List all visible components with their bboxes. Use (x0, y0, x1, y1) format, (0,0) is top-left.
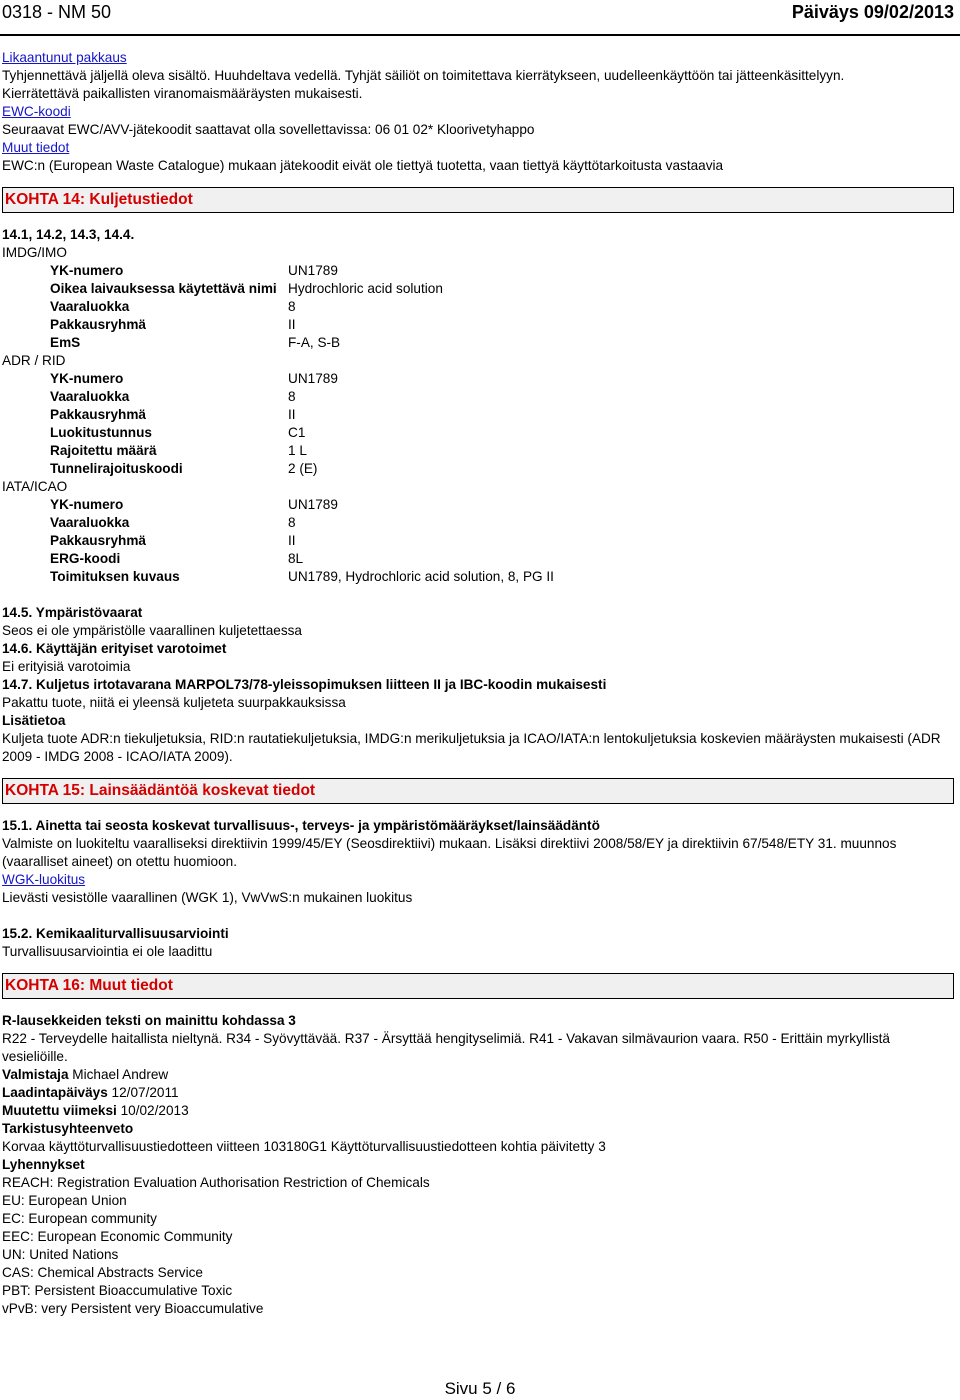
subsection-heading-14-1-4: 14.1, 14.2, 14.3, 14.4. (2, 227, 135, 242)
r-phrases-heading: R-lausekkeiden teksti on mainittu kohdassa 3 (2, 1013, 296, 1028)
prepared-label: Laadintapäiväys (2, 1085, 108, 1100)
imdg-table (50, 262, 954, 352)
heading-14-6: 14.6. Käyttäjän erityiset varotoimet (2, 641, 227, 656)
author-label: Valmistaja (2, 1067, 69, 1082)
page-number: Sivu 5 / 6 (444, 1379, 516, 1398)
abbreviation-item: EC: European community (2, 1211, 157, 1226)
review-label: Tarkistusyhteenveto (2, 1121, 134, 1136)
row-value: 8L (288, 551, 304, 566)
section-15-title: KOHTA 15: Lainsäädäntöä koskevat tiedot (5, 782, 316, 799)
section-14-header (2, 187, 954, 213)
other-info-text: EWC:n (European Waste Catalogue) mukaan jätekoodit eivät ole tiettyä tuotetta, vaan tiettyä käyttötarkoitusta vastaavia (2, 158, 724, 173)
page-header (0, 0, 960, 36)
abbreviation-item: CAS: Chemical Abstracts Service (2, 1265, 203, 1280)
wgk-text: Lievästi vesistölle vaarallinen (WGK 1), VwVwS:n mukainen luokitus (2, 890, 413, 905)
row-key: Vaaraluokka (50, 389, 130, 404)
contaminated-packaging-label: Likaantunut pakkaus (2, 50, 127, 65)
row-key: Pakkausryhmä (50, 317, 146, 332)
row-value: II (288, 317, 296, 332)
r-phrases-text: R22 - Terveydelle haitallista nieltynä. R34 - Syövyttävää. R37 - Ärsyttää hengityselimiä. R41 - Vakavan silmävaurion vaara. R50 - Erittäin myrkyllistä vesieliöille. (2, 1031, 890, 1064)
table-row (50, 568, 954, 586)
row-value: UN1789, Hydrochloric acid solution, 8, PG II (288, 569, 554, 584)
row-value: F-A, S-B (288, 335, 341, 350)
row-value: 8 (288, 515, 296, 530)
row-key: Luokitustunnus (50, 425, 152, 440)
row-value: UN1789 (288, 497, 338, 512)
row-key: Vaaraluokka (50, 299, 130, 314)
revised-value: 10/02/2013 (116, 1103, 189, 1118)
extra-info-text: Kuljeta tuote ADR:n tiekuljetuksia, RID:n rautatiekuljetuksia, IMDG:n merikuljetuksia ja ICAO/IATA:n lentokuljetuksia koskevien määräysten mukaisesti (ADR 2009 - IMDG 2008 - ICAO/IATA 2009). (2, 731, 941, 764)
table-row (50, 550, 954, 568)
section-16-header (2, 973, 954, 999)
row-key: Pakkausryhmä (50, 533, 146, 548)
iata-table (50, 496, 954, 586)
review-text: Korvaa käyttöturvallisuustiedotteen viitteen 103180G1 Käyttöturvallisuustiedotteen kohtia päivitetty 3 (2, 1139, 606, 1154)
row-key: Pakkausryhmä (50, 407, 146, 422)
adr-table (50, 370, 954, 478)
row-value: UN1789 (288, 263, 338, 278)
table-row (50, 496, 954, 514)
heading-14-7: 14.7. Kuljetus irtotavarana MARPOL73/78-yleissopimuksen liitteen II ja IBC-koodin mukaisesti (2, 677, 607, 692)
contaminated-packaging-text-2: Kierrätettävä paikallisten viranomaismääräysten mukaisesti. (2, 86, 363, 101)
table-row (50, 316, 954, 334)
contaminated-packaging-text-1: Tyhjennettävä jäljellä oleva sisältö. Huuhdeltava vedellä. Tyhjät säiliöt on toimitettava kierrätykseen, uudelleenkäyttöön tai jätteenkäsittelyyn. (2, 68, 845, 83)
row-key: Vaaraluokka (50, 515, 130, 530)
text-14-7: Pakattu tuote, niitä ei yleensä kuljeteta suurpakkauksissa (2, 695, 346, 710)
section-15-header (2, 778, 954, 804)
wgk-label: WGK-luokitus (2, 872, 86, 887)
text-14-5: Seos ei ole ympäristölle vaarallinen kuljetettaessa (2, 623, 302, 638)
other-info-label: Muut tiedot (2, 140, 70, 155)
author-line (2, 1066, 954, 1084)
row-key: EmS (50, 335, 81, 350)
abbreviation-item: vPvB: very Persistent very Bioaccumulative (2, 1301, 264, 1316)
row-key: Tunnelirajoituskoodi (50, 461, 183, 476)
row-value: Hydrochloric acid solution (288, 281, 443, 296)
ewc-label: EWC-koodi (2, 104, 71, 119)
author-value: Michael Andrew (68, 1067, 169, 1082)
abbreviation-item: EEC: European Economic Community (2, 1229, 233, 1244)
heading-15-2: 15.2. Kemikaaliturvallisuusarviointi (2, 926, 229, 941)
table-row (50, 280, 954, 298)
prepared-value: 12/07/2011 (107, 1085, 179, 1100)
page-footer (0, 1378, 960, 1400)
row-value: UN1789 (288, 371, 338, 386)
row-key: YK-numero (50, 497, 124, 512)
table-row (50, 514, 954, 532)
row-key: ERG-koodi (50, 551, 121, 566)
ewc-text: Seuraavat EWC/AVV-jätekoodit saattavat olla sovellettavissa: 06 01 02* Kloorivetyhappo (2, 122, 535, 137)
table-row (50, 388, 954, 406)
text-15-2: Turvallisuusarviointia ei ole laadittu (2, 944, 213, 959)
imdg-label: IMDG/IMO (2, 245, 67, 260)
row-key: Rajoitettu määrä (50, 443, 157, 458)
iata-label: IATA/ICAO (2, 479, 68, 494)
heading-15-1: 15.1. Ainetta tai seosta koskevat turvallisuus-, terveys- ja ympäristömääräykset/lainsäädäntö (2, 818, 600, 833)
table-row (50, 424, 954, 442)
page-content (2, 49, 954, 1318)
row-value: 2 (E) (288, 461, 318, 476)
row-value: 8 (288, 389, 296, 404)
abbreviation-item: UN: United Nations (2, 1247, 119, 1262)
heading-14-5: 14.5. Ympäristövaarat (2, 605, 143, 620)
row-value: II (288, 533, 296, 548)
text-14-6: Ei erityisiä varotoimia (2, 659, 131, 674)
table-row (50, 334, 954, 352)
row-key: Oikea laivauksessa käytettävä nimi (50, 281, 277, 296)
prepared-line (2, 1084, 954, 1102)
row-value: 1 L (288, 443, 307, 458)
row-value: 8 (288, 299, 296, 314)
section-14-title: KOHTA 14: Kuljetustiedot (5, 191, 193, 208)
document-id: 0318 - NM 50 (2, 2, 112, 22)
table-row (50, 370, 954, 388)
adr-label: ADR / RID (2, 353, 66, 368)
abbreviations-label: Lyhennykset (2, 1157, 85, 1172)
row-key: YK-numero (50, 263, 124, 278)
row-key: Toimituksen kuvaus (50, 569, 180, 584)
document-date: Päiväys 09/02/2013 (791, 2, 954, 22)
section-16-title: KOHTA 16: Muut tiedot (5, 977, 173, 994)
table-row (50, 298, 954, 316)
text-15-1: Valmiste on luokiteltu vaaralliseksi direktiivin 1999/45/EY (Seosdirektiivi) mukaan. Lisäksi direktiivi 2008/58/EY ja direktiivin 67/548/ETY 31. muunnos (vaaralliset aineet) on otettu huomioon. (2, 836, 897, 869)
abbreviation-item: PBT: Persistent Bioaccumulative Toxic (2, 1283, 233, 1298)
revised-label: Muutettu viimeksi (2, 1103, 117, 1118)
table-row (50, 262, 954, 280)
table-row (50, 532, 954, 550)
table-row (50, 442, 954, 460)
table-row (50, 460, 954, 478)
row-value: C1 (288, 425, 306, 440)
row-key: YK-numero (50, 371, 124, 386)
table-row (50, 406, 954, 424)
revised-line (2, 1102, 954, 1120)
row-value: II (288, 407, 296, 422)
abbreviation-item: REACH: Registration Evaluation Authorisation Restriction of Chemicals (2, 1175, 430, 1190)
abbreviation-item: EU: European Union (2, 1193, 127, 1208)
extra-info-label: Lisätietoa (2, 713, 66, 728)
